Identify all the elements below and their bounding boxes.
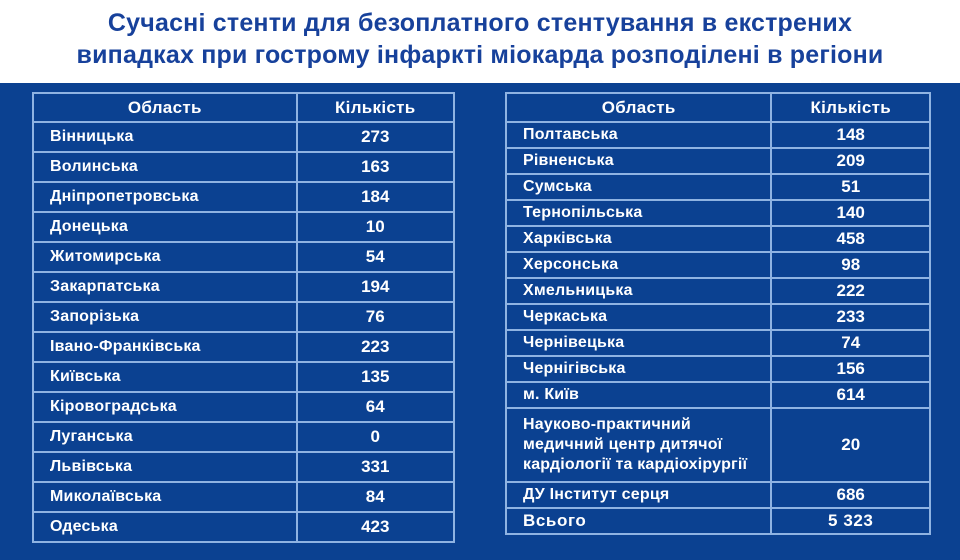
table-row xyxy=(33,242,454,272)
count-cell: 148 xyxy=(771,122,930,148)
count-cell: 5 323 xyxy=(771,508,930,534)
column-header-count: Кількість xyxy=(771,93,930,122)
region-cell: Черкаська xyxy=(506,304,771,330)
table-row xyxy=(506,148,930,174)
table-row xyxy=(33,392,454,422)
count-cell: 223 xyxy=(297,332,454,362)
count-cell: 135 xyxy=(297,362,454,392)
region-cell: Луганська xyxy=(33,422,297,452)
table-row xyxy=(506,304,930,330)
count-cell: 331 xyxy=(297,452,454,482)
count-cell: 10 xyxy=(297,212,454,242)
table-row xyxy=(506,252,930,278)
page-title-line-2: випадках при гострому інфаркті міокарда розподілені в регіони xyxy=(76,40,884,69)
table-row xyxy=(33,332,454,362)
count-cell: 20 xyxy=(771,408,930,482)
count-cell: 54 xyxy=(297,242,454,272)
table-row xyxy=(33,452,454,482)
table-row xyxy=(506,482,930,508)
table-row xyxy=(506,356,930,382)
region-cell: Кіровоградська xyxy=(33,392,297,422)
regions-table-right-grid xyxy=(505,92,931,535)
region-cell: Чернівецька xyxy=(506,330,771,356)
count-cell: 76 xyxy=(297,302,454,332)
table-row xyxy=(506,408,930,482)
region-cell: Запорізька xyxy=(33,302,297,332)
count-cell: 423 xyxy=(297,512,454,542)
table-row xyxy=(33,482,454,512)
region-cell: Тернопільська xyxy=(506,200,771,226)
table-row xyxy=(33,152,454,182)
count-cell: 209 xyxy=(771,148,930,174)
count-cell: 458 xyxy=(771,226,930,252)
count-cell: 163 xyxy=(297,152,454,182)
region-cell: Хмельницька xyxy=(506,278,771,304)
region-cell: Закарпатська xyxy=(33,272,297,302)
count-cell: 156 xyxy=(771,356,930,382)
table-row xyxy=(33,272,454,302)
column-header-count: Кількість xyxy=(297,93,454,122)
region-cell: Дніпропетровська xyxy=(33,182,297,212)
count-cell: 194 xyxy=(297,272,454,302)
regions-table-left-grid xyxy=(32,92,455,543)
table-row xyxy=(33,212,454,242)
table-row xyxy=(33,182,454,212)
table-row xyxy=(506,122,930,148)
column-header-region: Область xyxy=(33,93,297,122)
table-row xyxy=(506,278,930,304)
region-cell: Івано-Франківська xyxy=(33,332,297,362)
table-row xyxy=(506,200,930,226)
total-row xyxy=(506,508,930,534)
region-cell: Чернігівська xyxy=(506,356,771,382)
region-cell: ДУ Інститут серця xyxy=(506,482,771,508)
region-cell: Львівська xyxy=(33,452,297,482)
count-cell: 184 xyxy=(297,182,454,212)
count-cell: 51 xyxy=(771,174,930,200)
table-row xyxy=(506,226,930,252)
region-cell: Сумська xyxy=(506,174,771,200)
region-cell: Вінницька xyxy=(33,122,297,152)
region-cell: м. Київ xyxy=(506,382,771,408)
region-cell: Одеська xyxy=(33,512,297,542)
column-header-region: Область xyxy=(506,93,771,122)
header-row xyxy=(33,93,454,122)
regions-table-right xyxy=(505,92,931,535)
region-cell: Рівненська xyxy=(506,148,771,174)
table-row xyxy=(506,330,930,356)
count-cell: 98 xyxy=(771,252,930,278)
header-row xyxy=(506,93,930,122)
region-cell: Київська xyxy=(33,362,297,392)
region-cell: Харківська xyxy=(506,226,771,252)
count-cell: 686 xyxy=(771,482,930,508)
page-title-line-1: Сучасні стенти для безоплатного стентування в екстрених xyxy=(107,8,853,37)
region-cell: Херсонська xyxy=(506,252,771,278)
regions-table-left xyxy=(32,92,455,543)
count-cell: 614 xyxy=(771,382,930,408)
region-cell: Всього xyxy=(506,508,771,534)
table-row xyxy=(33,122,454,152)
count-cell: 233 xyxy=(771,304,930,330)
count-cell: 273 xyxy=(297,122,454,152)
table-row xyxy=(33,362,454,392)
count-cell: 64 xyxy=(297,392,454,422)
region-cell: Волинська xyxy=(33,152,297,182)
region-cell: Миколаївська xyxy=(33,482,297,512)
table-row xyxy=(33,422,454,452)
region-cell: Науково-практичний медичний центр дитячої кардіології та кардіохірургії xyxy=(506,408,771,482)
title-band xyxy=(0,0,960,83)
region-cell: Донецька xyxy=(33,212,297,242)
count-cell: 84 xyxy=(297,482,454,512)
count-cell: 222 xyxy=(771,278,930,304)
table-row xyxy=(33,302,454,332)
count-cell: 74 xyxy=(771,330,930,356)
count-cell: 140 xyxy=(771,200,930,226)
table-row xyxy=(506,382,930,408)
table-row xyxy=(33,512,454,542)
table-row xyxy=(506,174,930,200)
count-cell: 0 xyxy=(297,422,454,452)
region-cell: Полтавська xyxy=(506,122,771,148)
region-cell: Житомирська xyxy=(33,242,297,272)
